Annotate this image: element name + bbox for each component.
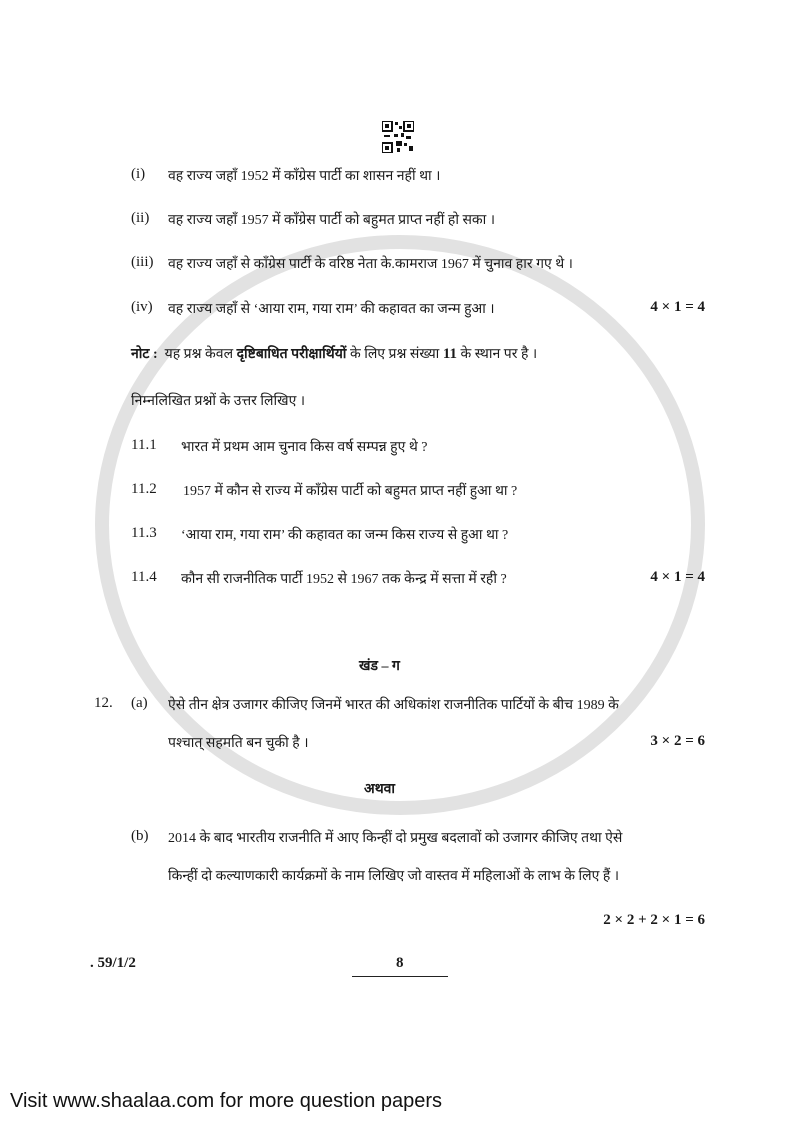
question-text: भारत में प्रथम आम चुनाव किस वर्ष सम्पन्न हुए थे ? <box>181 440 428 455</box>
question-label: 11.2 <box>131 481 157 497</box>
question-label: 11.4 <box>131 569 157 585</box>
item-label: (ii) <box>131 210 150 226</box>
section-heading: खंड – ग <box>359 659 400 674</box>
question-text: ऐसे तीन क्षेत्र उजागर कीजिए जिनमें भारत की अधिकांश राजनीतिक पार्टियों के बीच 1989 के <box>168 698 619 713</box>
item-text: वह राज्य जहाँ 1957 में काँग्रेस पार्टी को बहुमत प्राप्त नहीं हो सका । <box>168 213 496 228</box>
part-label: (a) <box>131 695 148 711</box>
marks: 4 × 1 = 4 <box>650 299 705 315</box>
page-number-rule <box>352 976 448 977</box>
question-label: 11.1 <box>131 437 157 453</box>
instruction: निम्नलिखित प्रश्नों के उत्तर लिखिए । <box>131 394 306 409</box>
note-text: के लिए प्रश्न संख्या <box>349 347 440 362</box>
note <box>131 344 537 363</box>
question-number: 12. <box>94 695 113 711</box>
marks: 4 × 1 = 4 <box>650 569 705 585</box>
marks: 2 × 2 + 2 × 1 = 6 <box>603 912 705 928</box>
part-label: (b) <box>131 828 149 844</box>
paper-code: . 59/1/2 <box>90 955 136 971</box>
question-text: 2014 के बाद भारतीय राजनीति में आए किन्हीं दो प्रमुख बदलावों को उजागर कीजिए तथा ऐसे <box>168 831 623 846</box>
question-text: 1957 में कौन से राज्य में काँग्रेस पार्टी को बहुमत प्राप्त नहीं हुआ था ? <box>183 484 518 499</box>
item-text: वह राज्य जहाँ से काँग्रेस पार्टी के वरिष्ठ नेता के.कामराज 1967 में चुनाव हार गए थे । <box>168 257 573 272</box>
note-text: के स्थान पर है । <box>460 347 538 362</box>
item-text: वह राज्य जहाँ 1952 में काँग्रेस पार्टी का शासन नहीं था । <box>168 169 441 184</box>
question-text: कौन सी राजनीतिक पार्टी 1952 से 1967 तक केन्द्र में सत्ता में रही ? <box>181 572 507 587</box>
note-question-number: 11 <box>442 346 458 362</box>
item-label: (iii) <box>131 254 154 270</box>
item-text: वह राज्य जहाँ से ‘आया राम, गया राम’ की कहावत का जन्म हुआ । <box>168 302 495 317</box>
note-prefix: नोट : <box>131 347 158 362</box>
site-footer-link[interactable]: Visit www.shaalaa.com for more question papers <box>10 1090 443 1112</box>
marks: 3 × 2 = 6 <box>650 733 705 749</box>
item-label: (i) <box>131 166 146 182</box>
qr-code-icon <box>382 121 414 153</box>
question-label: 11.3 <box>131 525 157 541</box>
question-text: ‘आया राम, गया राम’ की कहावत का जन्म किस राज्य से हुआ था ? <box>181 528 509 543</box>
note-bold: दृष्टिबाधित परीक्षार्थियों <box>236 347 347 362</box>
question-text: पश्चात् सहमति बन चुकी है । <box>168 736 309 751</box>
note-text: यह प्रश्न केवल <box>164 347 234 362</box>
item-label: (iv) <box>131 299 153 315</box>
or-divider: अथवा <box>364 782 396 797</box>
page-number: 8 <box>396 955 404 971</box>
question-text: किन्हीं दो कल्याणकारी कार्यक्रमों के नाम लिखिए जो वास्तव में महिलाओं के लाभ के लिए हैं । <box>168 869 620 884</box>
